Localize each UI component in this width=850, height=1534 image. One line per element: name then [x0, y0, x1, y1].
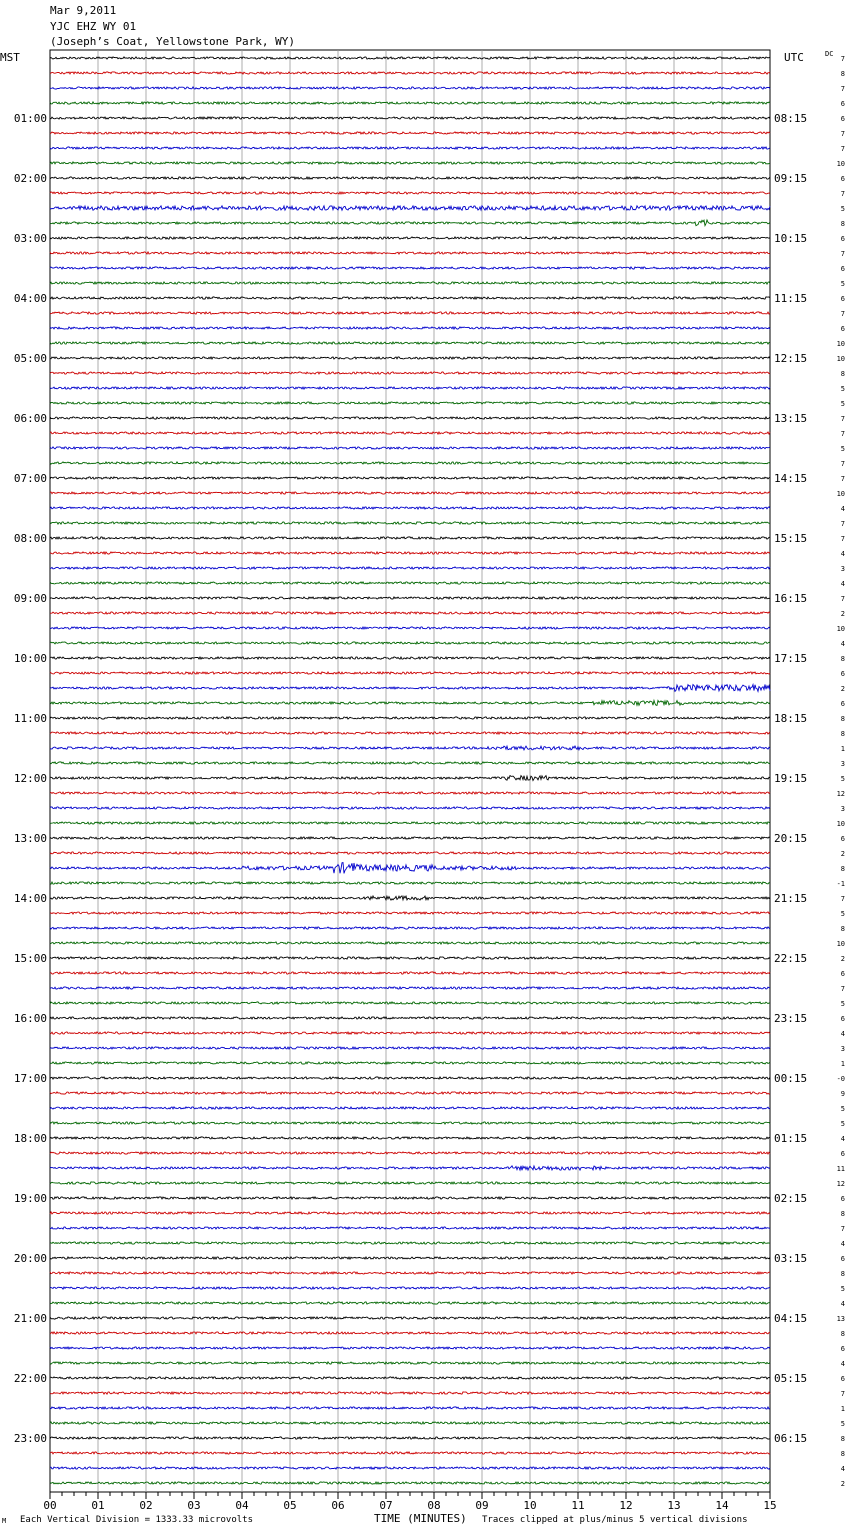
trace-line [50, 1137, 770, 1139]
trace-line [50, 1347, 770, 1349]
trace-line [50, 282, 770, 284]
trace-line [50, 762, 770, 764]
utc-hour-label: 21:15 [774, 892, 808, 905]
dc-offset-value: 4 [840, 580, 845, 588]
vertical-division-note: Each Vertical Division = 1333.33 microvolts [20, 1515, 253, 1525]
dc-offset-value: 5 [840, 1285, 845, 1293]
trace-line [50, 957, 770, 959]
dc-offset-value: 6 [840, 175, 845, 183]
trace-line [50, 387, 770, 389]
trace-line [50, 732, 770, 734]
utc-hour-label: 20:15 [774, 832, 808, 845]
dc-offset-value: 10 [836, 490, 845, 498]
trace-line [50, 1062, 770, 1064]
trace-line [50, 627, 770, 629]
trace-line [50, 102, 770, 104]
dc-offset-value: 6 [840, 1150, 845, 1158]
dc-offset-value: 8 [840, 715, 845, 723]
dc-offset-value: 5 [840, 1420, 845, 1428]
x-axis-tick-label: 06 [331, 1499, 345, 1512]
dc-offset-value: 6 [840, 835, 845, 843]
utc-hour-label: 15:15 [774, 532, 808, 545]
dc-offset-value: -1 [836, 880, 845, 888]
dc-offset-value: 5 [840, 400, 845, 408]
trace-line [50, 1287, 770, 1289]
dc-offset-value: 4 [840, 1465, 845, 1473]
trace-line [50, 776, 770, 781]
dc-offset-labels [837, 55, 845, 1488]
trace-line [50, 507, 770, 509]
trace-line [50, 1392, 770, 1394]
dc-offset-value: 4 [840, 1240, 845, 1248]
dc-offset-value: 8 [840, 1330, 845, 1338]
trace-line [50, 717, 770, 719]
clip-note: Traces clipped at plus/minus 5 vertical divisions [482, 1515, 748, 1525]
trace-line [50, 837, 770, 839]
trace-line [50, 567, 770, 569]
utc-hour-label: 01:15 [774, 1132, 808, 1145]
dc-offset-value: 1 [840, 1060, 845, 1068]
trace-line [50, 582, 770, 584]
utc-hour-label: 13:15 [774, 412, 808, 425]
trace-line [50, 312, 770, 314]
dc-offset-value: 6 [840, 970, 845, 978]
trace-line [50, 1047, 770, 1049]
trace-line [50, 1437, 770, 1439]
trace-line [50, 357, 770, 359]
dc-offset-value: 7 [840, 1390, 845, 1398]
mst-hour-label: 10:00 [13, 652, 47, 665]
dc-offset-value: 7 [840, 415, 845, 423]
dc-offset-value: 7 [840, 145, 845, 153]
dc-offset-value: 11 [836, 1165, 845, 1173]
utc-hour-label: 12:15 [774, 352, 808, 365]
utc-hour-label: 17:15 [774, 652, 808, 665]
dc-offset-value: 6 [840, 295, 845, 303]
utc-hour-label: 19:15 [774, 772, 808, 785]
utc-hour-label: 04:15 [774, 1312, 808, 1325]
mst-hour-label: 06:00 [13, 412, 47, 425]
trace-line [50, 402, 770, 404]
dc-offset-value: 7 [840, 520, 845, 528]
dc-offset-value: 7 [840, 985, 845, 993]
dc-offset-value: 2 [840, 610, 845, 618]
dc-offset-value: 6 [840, 670, 845, 678]
mst-hour-label: 23:00 [13, 1432, 47, 1445]
utc-hour-label: 06:15 [774, 1432, 808, 1445]
x-axis-tick-label: 09 [475, 1499, 489, 1512]
dc-offset-value: 13 [836, 1315, 845, 1323]
dc-offset-value: 7 [840, 1225, 845, 1233]
trace-line [50, 1227, 770, 1229]
dc-offset-value: 7 [840, 250, 845, 258]
dc-offset-value: 4 [840, 1360, 845, 1368]
trace-line [50, 537, 770, 539]
dc-offset-value: 5 [840, 775, 845, 783]
trace-line [50, 1107, 770, 1109]
dc-offset-value: 8 [840, 730, 845, 738]
trace-line [50, 685, 770, 692]
trace-line [50, 206, 770, 210]
trace-line [50, 896, 770, 900]
trace-line [50, 1317, 770, 1319]
dc-offset-value: 4 [840, 1030, 845, 1038]
trace-line [50, 1122, 770, 1124]
trace-line [50, 852, 770, 854]
utc-hour-label: 00:15 [774, 1072, 808, 1085]
trace-line [50, 912, 770, 914]
trace-line [50, 942, 770, 944]
trace-line [50, 522, 770, 524]
trace-line [50, 1077, 770, 1079]
mst-hour-label: 15:00 [13, 952, 47, 965]
dc-offset-value: 7 [840, 85, 845, 93]
mst-hour-labels [14, 112, 47, 1445]
x-axis-tick-label: 12 [619, 1499, 633, 1512]
dc-offset-value: 7 [840, 595, 845, 603]
trace-line [50, 117, 770, 119]
dc-offset-value: 8 [840, 1210, 845, 1218]
dc-offset-value: 8 [840, 1270, 845, 1278]
dc-offset-value: 12 [836, 1180, 845, 1188]
dc-offset-value: 10 [836, 940, 845, 948]
x-axis-label: TIME (MINUTES) [374, 1512, 467, 1525]
dc-offset-value: 8 [840, 1435, 845, 1443]
mst-hour-label: 12:00 [13, 772, 47, 785]
dc-offset-value: 5 [840, 1000, 845, 1008]
dc-offset-value: 3 [840, 760, 845, 768]
mst-hour-label: 18:00 [13, 1132, 47, 1145]
plot-frame [50, 50, 770, 1492]
trace-line [50, 1002, 770, 1004]
trace-line [50, 72, 770, 74]
dc-offset-value: 5 [840, 280, 845, 288]
mst-hour-label: 20:00 [13, 1252, 47, 1265]
trace-line [50, 1407, 770, 1409]
mst-hour-label: 11:00 [13, 712, 47, 725]
dc-offset-value: 6 [840, 100, 845, 108]
dc-offset-value: 3 [840, 1045, 845, 1053]
dc-offset-value: 8 [840, 370, 845, 378]
dc-offset-value: 6 [840, 1375, 845, 1383]
dc-offset-value: 8 [840, 865, 845, 873]
x-axis-tick-label: 05 [283, 1499, 297, 1512]
trace-line [50, 237, 770, 239]
x-axis-tick-label: 10 [523, 1499, 537, 1512]
mst-hour-label: 09:00 [13, 592, 47, 605]
trace-line [50, 87, 770, 89]
right-timezone-label: UTC [784, 51, 804, 64]
dc-offset-value: 9 [840, 1090, 845, 1098]
mst-hour-label: 03:00 [13, 232, 47, 245]
station-location: (Joseph’s Coat, Yellowstone Park, WY) [50, 35, 296, 48]
x-axis-tick-label: 08 [427, 1499, 441, 1512]
seismic-traces [50, 57, 770, 1484]
trace-line [50, 447, 770, 449]
dc-offset-value: 6 [840, 700, 845, 708]
mst-hour-label: 07:00 [13, 472, 47, 485]
dc-offset-value: 6 [840, 265, 845, 273]
x-axis-tick-label: 15 [763, 1499, 777, 1512]
corner-mark: M [2, 1517, 7, 1525]
mst-hour-label: 01:00 [13, 112, 47, 125]
mst-hour-label: 08:00 [13, 532, 47, 545]
dc-offset-value: 8 [840, 925, 845, 933]
trace-line [50, 657, 770, 659]
x-axis-tick-label: 00 [43, 1499, 57, 1512]
dc-offset-value: 4 [840, 1300, 845, 1308]
mst-hour-label: 21:00 [13, 1312, 47, 1325]
trace-line [50, 701, 770, 706]
utc-hour-label: 09:15 [774, 172, 808, 185]
x-axis-tick-label: 11 [571, 1499, 585, 1512]
dc-offset-value: 7 [840, 430, 845, 438]
dc-offset-value: 2 [840, 955, 845, 963]
trace-line [50, 1032, 770, 1034]
trace-line [50, 597, 770, 599]
trace-line [50, 132, 770, 134]
dc-offset-value: 8 [840, 655, 845, 663]
dc-offset-value: 6 [840, 1015, 845, 1023]
trace-line [50, 147, 770, 149]
dc-offset-value: 4 [840, 640, 845, 648]
mst-hour-label: 16:00 [13, 1012, 47, 1025]
trace-line [50, 327, 770, 329]
utc-hour-label: 14:15 [774, 472, 808, 485]
trace-line [50, 267, 770, 269]
x-axis-tick-label: 03 [187, 1499, 201, 1512]
trace-line [50, 57, 770, 59]
trace-line [50, 1182, 770, 1184]
dc-offset-value: 6 [840, 115, 845, 123]
trace-line [50, 342, 770, 344]
trace-line [50, 672, 770, 674]
dc-offset-value: 7 [840, 895, 845, 903]
trace-line [50, 1422, 770, 1424]
trace-line [50, 1452, 770, 1454]
dc-offset-value: 10 [836, 160, 845, 168]
trace-line [50, 297, 770, 299]
trace-line [50, 642, 770, 644]
trace-line [50, 882, 770, 884]
x-axis-tick-label: 02 [139, 1499, 153, 1512]
plot-date: Mar 9,2011 [50, 4, 117, 17]
trace-line [50, 162, 770, 164]
mst-hour-label: 19:00 [13, 1192, 47, 1205]
utc-hour-label: 05:15 [774, 1372, 808, 1385]
dc-offset-value: 2 [840, 1480, 845, 1488]
x-axis-tick-label: 14 [715, 1499, 729, 1512]
dc-offset-value: 3 [840, 805, 845, 813]
utc-hour-label: 02:15 [774, 1192, 808, 1205]
x-axis-tick-label: 01 [91, 1499, 105, 1512]
dc-offset-value: 8 [840, 220, 845, 228]
trace-line [50, 372, 770, 374]
trace-line [50, 1467, 770, 1469]
dc-offset-value: 7 [840, 535, 845, 543]
dc-offset-value: 7 [840, 190, 845, 198]
dc-offset-value: 6 [840, 235, 845, 243]
dc-offset-value: 10 [836, 355, 845, 363]
trace-line [50, 462, 770, 464]
mst-hour-label: 02:00 [13, 172, 47, 185]
dc-offset-value: 6 [840, 1255, 845, 1263]
trace-line [50, 1017, 770, 1019]
grid-lines [50, 50, 770, 1492]
dc-offset-value: 6 [840, 1195, 845, 1203]
left-timezone-label: MST [0, 51, 20, 64]
utc-hour-label: 08:15 [774, 112, 808, 125]
dc-column-label: DC [825, 50, 834, 58]
trace-line [50, 822, 770, 824]
trace-line [50, 1197, 770, 1199]
trace-line [50, 192, 770, 194]
dc-offset-value: 5 [840, 1120, 845, 1128]
trace-line [50, 863, 770, 874]
trace-line [50, 1152, 770, 1154]
trace-line [50, 552, 770, 554]
trace-line [50, 177, 770, 179]
utc-hour-labels [774, 112, 807, 1445]
trace-line [50, 1377, 770, 1379]
dc-offset-value: 5 [840, 445, 845, 453]
dc-offset-value: 3 [840, 565, 845, 573]
trace-line [50, 1332, 770, 1334]
trace-line [50, 1362, 770, 1364]
dc-offset-value: 4 [840, 505, 845, 513]
dc-offset-value: 7 [840, 310, 845, 318]
dc-offset-value: 10 [836, 625, 845, 633]
trace-line [50, 1212, 770, 1214]
trace-line [50, 972, 770, 974]
dc-offset-value: 7 [840, 130, 845, 138]
trace-line [50, 417, 770, 419]
mst-hour-label: 13:00 [13, 832, 47, 845]
dc-offset-value: 5 [840, 910, 845, 918]
mst-hour-label: 04:00 [13, 292, 47, 305]
mst-hour-label: 22:00 [13, 1372, 47, 1385]
time-axis [43, 1492, 776, 1512]
trace-line [50, 1092, 770, 1094]
utc-hour-label: 16:15 [774, 592, 808, 605]
dc-offset-value: 5 [840, 1105, 845, 1113]
trace-line [50, 612, 770, 614]
dc-offset-value: 6 [840, 325, 845, 333]
dc-offset-value: 1 [840, 745, 845, 753]
mst-hour-label: 14:00 [13, 892, 47, 905]
dc-offset-value: 4 [840, 1135, 845, 1143]
x-axis-tick-label: 07 [379, 1499, 393, 1512]
utc-hour-label: 11:15 [774, 292, 808, 305]
dc-offset-value: 10 [836, 820, 845, 828]
trace-line [50, 220, 770, 226]
dc-offset-value: 2 [840, 850, 845, 858]
dc-offset-value: 5 [840, 385, 845, 393]
dc-offset-value: 7 [840, 55, 845, 63]
dc-offset-value: 6 [840, 1345, 845, 1353]
dc-offset-value: 12 [836, 790, 845, 798]
trace-line [50, 1166, 770, 1171]
dc-offset-value: 7 [840, 475, 845, 483]
trace-line [50, 987, 770, 989]
utc-hour-label: 22:15 [774, 952, 808, 965]
utc-hour-label: 18:15 [774, 712, 808, 725]
dc-offset-value: 10 [836, 340, 845, 348]
trace-line [50, 792, 770, 794]
dc-offset-value: 8 [840, 1450, 845, 1458]
dc-offset-value: 4 [840, 550, 845, 558]
station-code: YJC EHZ WY 01 [50, 20, 137, 33]
utc-hour-label: 10:15 [774, 232, 808, 245]
dc-offset-value: -0 [836, 1075, 845, 1083]
dc-offset-value: 1 [840, 1405, 845, 1413]
trace-line [50, 1272, 770, 1274]
trace-line [50, 1482, 770, 1484]
dc-offset-value: 7 [840, 460, 845, 468]
trace-line [50, 807, 770, 809]
mst-hour-label: 17:00 [13, 1072, 47, 1085]
x-axis-tick-label: 13 [667, 1499, 681, 1512]
trace-line [50, 432, 770, 434]
trace-line [50, 477, 770, 479]
trace-line [50, 252, 770, 254]
dc-offset-value: 5 [840, 205, 845, 213]
trace-line [50, 1257, 770, 1259]
dc-offset-value: 8 [840, 70, 845, 78]
dc-offset-value: 2 [840, 685, 845, 693]
mst-hour-label: 05:00 [13, 352, 47, 365]
utc-hour-label: 03:15 [774, 1252, 808, 1265]
trace-line [50, 746, 770, 750]
trace-line [50, 492, 770, 494]
trace-line [50, 1242, 770, 1244]
x-axis-tick-label: 04 [235, 1499, 249, 1512]
trace-line [50, 1302, 770, 1304]
utc-hour-label: 23:15 [774, 1012, 808, 1025]
trace-line [50, 927, 770, 929]
